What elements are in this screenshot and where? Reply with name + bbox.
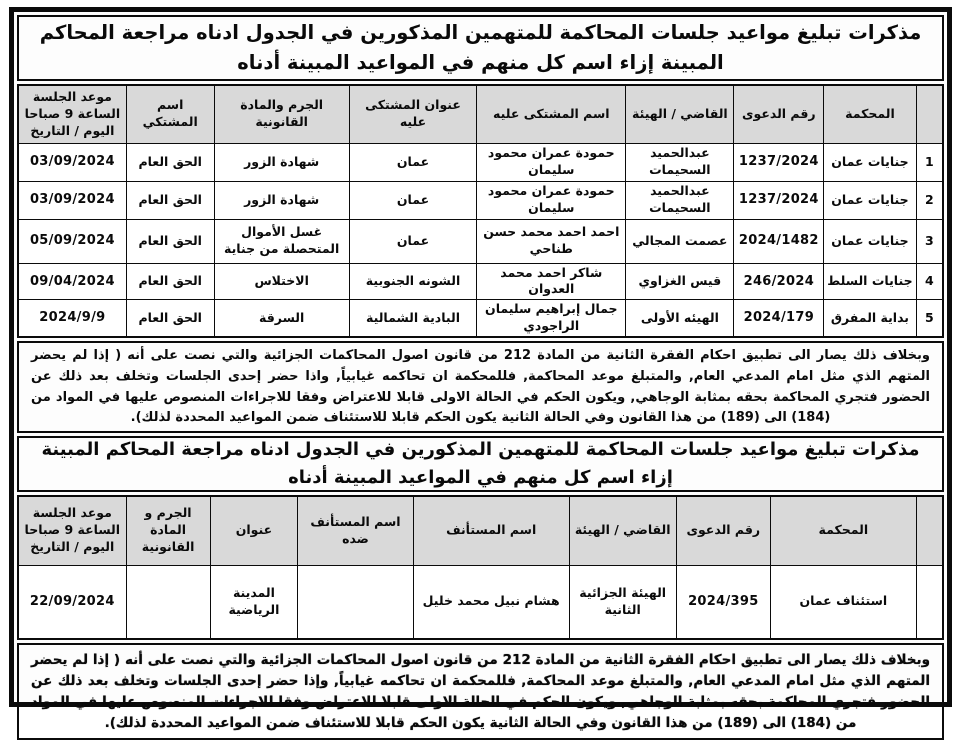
cell-court: استئناف عمان <box>770 565 916 639</box>
cell-row-number: 2 <box>916 181 943 219</box>
cell-judge-panel: الهيئه الأولى <box>626 300 734 337</box>
col-header-judge-panel: القاضي / الهيئة <box>626 85 734 143</box>
legal-notice-text-1: وبخلاف ذلك يصار الى تطبيق احكام الفقرة الثانية من المادة 212 من قانون اصول المحاكمات الجزائية والتي نصت على أنه ( إذا لم يحضر المتهم الذي مثل امام المدعي العام, والمتبلغ موعد المحاكمة, فللمحكمة ان تحاكمه غيابياً, واذا حضر إحدى الجلسات وتخلف بعد ذلك عن الحضور فتجري المحاكمة بحقه بمثابة الوجاهي, ويكون الحكم في الحالة الاولى قابلا للاعتراض وفقا للاجراءات المنصوص عليها في المواد من (184) الى (189) من هذا القانون وفي الحالة الثانية يكون الحكم قابلا للاستئناف ضمن المواعيد المحددة لذلك). <box>31 347 930 426</box>
notice-page-frame <box>9 7 952 731</box>
col-header-row-number <box>916 85 943 143</box>
cell-case-number: 246/2024 <box>734 263 824 300</box>
table-row <box>18 181 943 219</box>
cell-judge-panel: عبدالحميد السحيمات <box>626 143 734 181</box>
cell-crime-article: السرقة <box>214 300 349 337</box>
cell-case-number: 2024/179 <box>734 300 824 337</box>
legal-notice-paragraph-2 <box>17 643 944 740</box>
cell-session-date: 03/09/2024 <box>18 181 126 219</box>
cell-defendant-name: شاكر احمد محمد العدوان <box>477 263 626 300</box>
cell-defendant-name: احمد احمد محمد حسن طناحي <box>477 219 626 263</box>
cell-judge-panel: قيس الغزاوي <box>626 263 734 300</box>
cell-court: جنايات عمان <box>824 219 917 263</box>
cell-session-date: 22/09/2024 <box>18 565 126 639</box>
table-row <box>18 565 943 639</box>
cell-row-number: 5 <box>916 300 943 337</box>
cell-defendant-address: البادية الشمالية <box>349 300 477 337</box>
table-row <box>18 219 943 263</box>
table-row <box>18 263 943 300</box>
cell-session-date: 2024/9/9 <box>18 300 126 337</box>
col-header-defendant-address: عنوان المشتكى عليه <box>349 85 477 143</box>
col-header-appellant: اسم المستأنف <box>413 496 569 565</box>
col-header-crime-article: الجرم و المادة القانونية <box>126 496 210 565</box>
cell-case-number: 2024/1482 <box>734 219 824 263</box>
table2-header-row <box>18 496 943 565</box>
cell-defendant-address: عمان <box>349 143 477 181</box>
cell-appellant: هشام نبيل محمد خليل <box>413 565 569 639</box>
cell-defendant-address: الشونه الجنوبية <box>349 263 477 300</box>
cell-complainant: الحق العام <box>126 143 214 181</box>
cell-complainant: الحق العام <box>126 263 214 300</box>
cell-crime-article <box>126 565 210 639</box>
col-header-address: عنوان <box>210 496 298 565</box>
cell-defendant-address: عمان <box>349 219 477 263</box>
cell-defendant-name: حمودة عمران محمود سليمان <box>477 143 626 181</box>
notice-title-2: مذكرات تبليغ مواعيد جلسات المحاكمة للمتهمين المذكورين في الجدول ادناه مراجعة المحاكم المبينة إزاء اسم كل منهم في المواعيد المبينة أدناه <box>17 436 944 492</box>
cell-court: بداية المفرق <box>824 300 917 337</box>
trial-hearings-table <box>17 84 944 338</box>
legal-notice-text-2: وبخلاف ذلك يصار الى تطبيق احكام الفقرة الثانية من المادة 212 من قانون اصول المحاكمات الجزائية والتي نصت على أنه ( إذا لم يحضر المتهم الذي مثل امام المدعي العام, والمتبلغ موعد المحاكمة, فللمحكمة ان تحاكمه غيابياً, وإذا حضر إحدى الجلسات وتخلف بعد ذلك عن الحضور فتجري المحاكمة بحقه بمثابة الوجاهي, ويكون الحكم في الحالة الاولى قابلا للاعتراض وفقا للاجراءات المنصوص عليها في المواد من (184) الى (189) من هذا القانون وفي الحالة الثانية يكون الحكم قابلا للاستئناف ضمن المواعيد المحددة لذلك). <box>31 652 930 731</box>
cell-defendant-name: جمال إبراهيم سليمان الراجودي <box>477 300 626 337</box>
cell-appellee <box>298 565 413 639</box>
cell-judge-panel: الهيئة الجزائية الثانية <box>569 565 676 639</box>
cell-case-number: 1237/2024 <box>734 181 824 219</box>
col-header-case-number: رقم الدعوى <box>734 85 824 143</box>
cell-complainant: الحق العام <box>126 219 214 263</box>
col-header-crime-article: الجرم والمادة القانونية <box>214 85 349 143</box>
cell-defendant-name: حمودة عمران محمود سليمان <box>477 181 626 219</box>
cell-judge-panel: عصمت المجالي <box>626 219 734 263</box>
cell-judge-panel: عبدالحميد السحيمات <box>626 181 734 219</box>
appeal-hearings-table <box>17 495 944 640</box>
cell-session-date: 09/04/2024 <box>18 263 126 300</box>
cell-case-number: 2024/395 <box>676 565 770 639</box>
col-header-appellee: اسم المستأنف ضده <box>298 496 413 565</box>
cell-row-number <box>916 565 943 639</box>
cell-complainant: الحق العام <box>126 300 214 337</box>
cell-court: جنايات السلط <box>824 263 917 300</box>
col-header-court: المحكمة <box>824 85 917 143</box>
cell-row-number: 3 <box>916 219 943 263</box>
cell-crime-article: غسل الأموال المتحصلة من جناية <box>214 219 349 263</box>
cell-case-number: 1237/2024 <box>734 143 824 181</box>
cell-row-number: 4 <box>916 263 943 300</box>
cell-session-date: 03/09/2024 <box>18 143 126 181</box>
col-header-judge-panel: القاضي / الهيئة <box>569 496 676 565</box>
col-header-row-number <box>916 496 943 565</box>
table1-header-row <box>18 85 943 143</box>
cell-crime-article: شهادة الزور <box>214 181 349 219</box>
legal-notice-paragraph-1 <box>17 341 944 433</box>
notice-title-1: مذكرات تبليغ مواعيد جلسات المحاكمة للمتهمين المذكورين في الجدول ادناه مراجعة المحاكم المبينة إزاء اسم كل منهم في المواعيد المبينة أدناه <box>17 15 944 81</box>
cell-crime-article: شهادة الزور <box>214 143 349 181</box>
cell-crime-article: الاختلاس <box>214 263 349 300</box>
cell-complainant: الحق العام <box>126 181 214 219</box>
cell-court: جنايات عمان <box>824 181 917 219</box>
col-header-case-number: رقم الدعوى <box>676 496 770 565</box>
table-row <box>18 143 943 181</box>
table-row <box>18 300 943 337</box>
cell-address: المدينة الرياضية <box>210 565 298 639</box>
col-header-defendant-name: اسم المشتكى عليه <box>477 85 626 143</box>
cell-row-number: 1 <box>916 143 943 181</box>
cell-court: جنايات عمان <box>824 143 917 181</box>
col-header-complainant: اسم المشتكي <box>126 85 214 143</box>
cell-session-date: 05/09/2024 <box>18 219 126 263</box>
cell-defendant-address: عمان <box>349 181 477 219</box>
col-header-court: المحكمة <box>770 496 916 565</box>
col-header-session-date: موعد الجلسة الساعة 9 صباحا اليوم / التاريخ <box>18 85 126 143</box>
col-header-session-date: موعد الجلسة الساعة 9 صباحا اليوم / التاريخ <box>18 496 126 565</box>
